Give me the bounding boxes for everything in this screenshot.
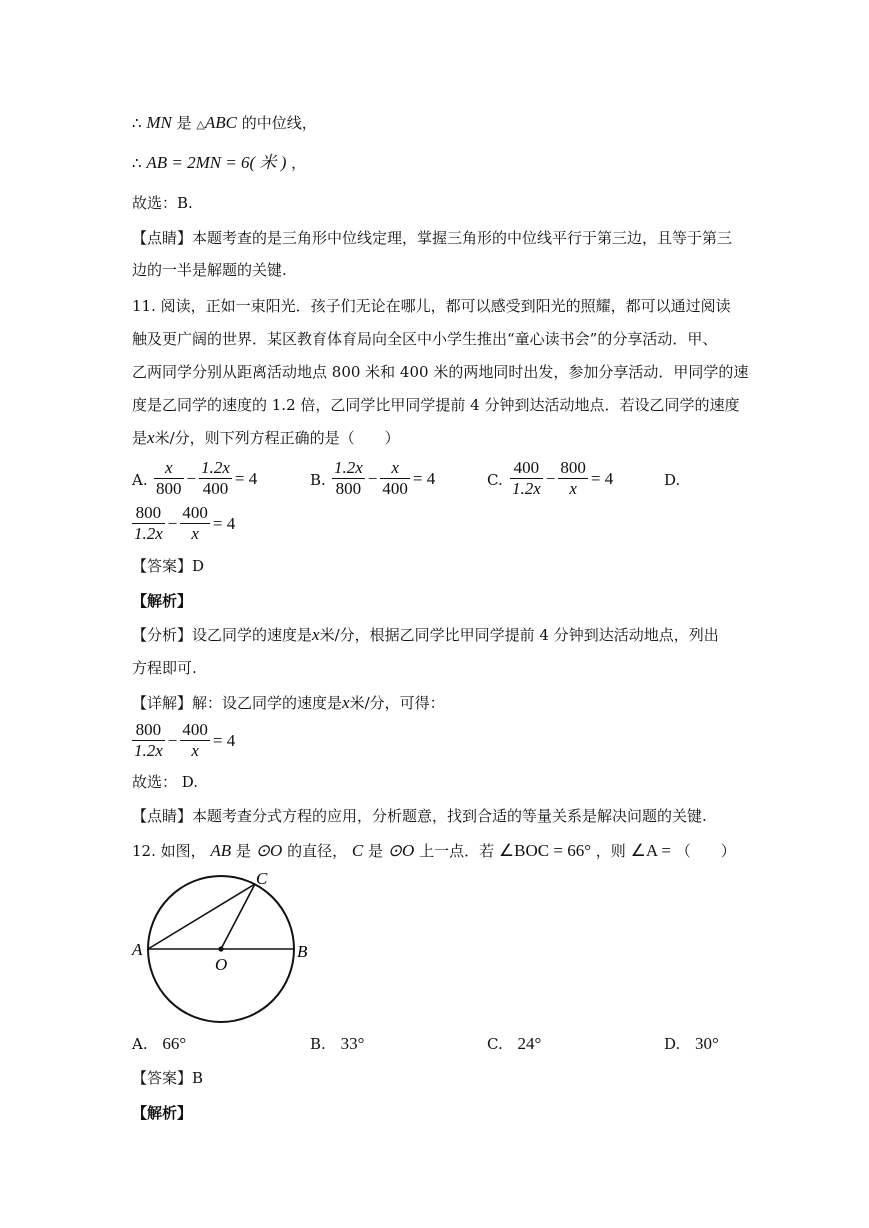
triangle-symbol: △ — [196, 119, 205, 131]
numerator: 1.2x — [334, 458, 363, 477]
q11-answer: 【答案】D — [132, 557, 205, 575]
fraction — [199, 458, 232, 499]
q11-option-b-expr — [332, 458, 435, 499]
option-value: 66° — [162, 1034, 187, 1053]
fraction — [558, 458, 588, 499]
numerator: 1.2x — [201, 458, 230, 477]
denominator: 1.2x — [134, 524, 163, 543]
fraction — [132, 503, 165, 544]
option-label: A. — [132, 1035, 148, 1053]
fenxi-suffix: 米/分，根据乙同学比甲同学提前 4 分钟到达活动地点，列出 — [319, 626, 719, 644]
q12-answer: 【答案】B — [132, 1069, 204, 1087]
q12-option-a — [132, 1034, 186, 1054]
option-value: 30° — [695, 1034, 719, 1053]
numerator: 800 — [132, 720, 165, 741]
text: ，则 — [595, 842, 626, 860]
option-label: C. — [487, 1035, 503, 1053]
circle-figure — [128, 866, 318, 1031]
text: 是 — [368, 842, 384, 860]
ab-equation: AB = 2MN = 6( 米 ) — [146, 153, 287, 172]
choose-b: 故选：B. — [132, 194, 193, 212]
text-midline: 的中位线， — [241, 114, 317, 132]
angle-boc: ∠BOC = 66° — [498, 841, 591, 860]
numerator: 800 — [560, 458, 586, 477]
denominator: 1.2x — [134, 741, 163, 760]
q11-line-1: 11. 阅读，正如一束阳光．孩子们无论在哪儿，都可以感受到阳光的照耀，都可以通过阅读 — [132, 297, 731, 315]
line-mn-midline — [132, 113, 317, 135]
rhs: = 4 — [212, 513, 236, 533]
text-shi: 是 — [176, 114, 192, 132]
denominator: x — [191, 524, 199, 543]
fraction — [180, 720, 210, 761]
text: （ ） — [675, 842, 736, 860]
q11-line-2: 触及更广阔的世界．某区教育体育局向全区中小学生推出“童心读书会”的分享活动．甲、 — [132, 330, 718, 348]
comment-1-line-2: 边的一半是解题的关键. — [132, 261, 287, 279]
minus: − — [545, 468, 556, 488]
minus: − — [186, 468, 197, 488]
label-c: C — [256, 869, 268, 888]
fraction — [132, 720, 165, 761]
fenxi-prefix: 【分析】设乙同学的速度是 — [132, 626, 313, 644]
q11-option-d-expr — [132, 503, 235, 544]
text: 的直径， — [287, 842, 348, 860]
q11-option-a-expr — [154, 458, 257, 499]
q11-line-3: 乙两同学分别从距离活动地点 800 米和 400 米的两地同时出发，参加分享活动．甲同学的速 — [132, 363, 749, 381]
fraction — [154, 458, 184, 499]
q12-number: 12. 如图， — [132, 842, 206, 860]
var-ab: AB — [210, 841, 232, 860]
denominator: 400 — [202, 479, 229, 498]
text: 是 — [235, 842, 251, 860]
rhs: = 4 — [234, 468, 258, 488]
q12-option-d — [664, 1034, 719, 1054]
chord-ac — [148, 884, 255, 949]
minus: − — [367, 468, 378, 488]
denominator: 400 — [382, 479, 408, 498]
q11-fenxi-line-1 — [132, 625, 719, 645]
xiangjie-prefix: 【详解】解：设乙同学的速度是 — [132, 694, 343, 712]
denominator: 1.2x — [512, 479, 541, 498]
q11-analysis-title: 【解析】 — [132, 592, 193, 610]
fraction — [380, 458, 410, 499]
therefore-symbol: ∴ — [132, 114, 142, 132]
denominator: x — [569, 479, 577, 498]
denominator: x — [191, 741, 199, 760]
q11-option-c-expr — [510, 458, 613, 499]
q12-option-c — [487, 1034, 541, 1054]
var-mn: MN — [146, 113, 172, 132]
comma: ， — [291, 154, 307, 172]
q11-line-4: 度是乙同学的速度的 1.2 倍，乙同学比甲同学提前 4 分钟到达活动地点．若设乙同学的速度 — [132, 396, 740, 414]
numerator: x — [154, 458, 184, 479]
q12-analysis-title: 【解析】 — [132, 1104, 193, 1122]
numerator: 400 — [510, 458, 543, 479]
numerator: 400 — [182, 720, 208, 739]
denominator: 800 — [156, 479, 182, 498]
rhs: = 4 — [412, 468, 436, 488]
xiangjie-suffix: 米/分，可得： — [349, 694, 445, 712]
q11-option-a-label: A. — [132, 471, 148, 489]
option-value: 24° — [517, 1034, 542, 1053]
q11-line-5 — [132, 428, 400, 448]
q11-fenxi-line-2: 方程即可. — [132, 659, 197, 677]
var-abc: ABC — [204, 113, 237, 132]
var-x: x — [342, 693, 350, 712]
rhs: = 4 — [590, 468, 614, 488]
label-b: B — [297, 942, 308, 961]
minus: − — [167, 513, 178, 533]
var-c: C — [351, 841, 364, 860]
therefore-symbol-2: ∴ — [132, 154, 142, 172]
numerator: 800 — [132, 503, 165, 524]
q11-xiangjie — [132, 693, 445, 713]
q12-stem — [132, 841, 736, 861]
fraction — [332, 458, 365, 499]
center-point — [218, 946, 223, 951]
label-o: O — [215, 955, 228, 974]
angle-a: ∠A = — [630, 841, 671, 860]
text: 上一点．若 — [419, 842, 495, 860]
circle-o: ⊙O — [255, 841, 283, 860]
circle-o: ⊙O — [387, 841, 415, 860]
comment-1-line-1: 【点睛】本题考查的是三角形中位线定理，掌握三角形的中位线平行于第三边，且等于第三 — [132, 229, 733, 247]
minus: − — [167, 730, 178, 750]
q11-option-c-label: C. — [487, 471, 503, 489]
label-a: A — [132, 940, 143, 959]
q11-comment: 【点睛】本题考查分式方程的应用，分析题意，找到合适的等量关系是解决问题的关键. — [132, 807, 707, 825]
q11-line-5-prefix: 是 — [132, 429, 148, 447]
q11-option-d-label: D. — [664, 471, 681, 489]
denominator: 800 — [335, 479, 362, 498]
rhs: = 4 — [212, 730, 236, 750]
var-x: x — [147, 428, 155, 447]
numerator: 400 — [182, 503, 208, 522]
fraction — [180, 503, 210, 544]
q12-option-b — [310, 1034, 364, 1054]
option-label: D. — [664, 1035, 681, 1053]
option-label: B. — [310, 1035, 326, 1053]
option-value: 33° — [340, 1034, 365, 1053]
numerator: x — [380, 458, 410, 479]
line-ab-equation — [132, 153, 306, 173]
q11-line-5-suffix: 米/分，则下列方程正确的是（ ） — [154, 429, 400, 447]
var-x: x — [312, 625, 320, 644]
fraction — [510, 458, 543, 499]
q11-option-b-label: B. — [310, 471, 326, 489]
q11-choose-d: 故选： D. — [132, 773, 199, 791]
q11-solution-equation — [132, 720, 235, 761]
